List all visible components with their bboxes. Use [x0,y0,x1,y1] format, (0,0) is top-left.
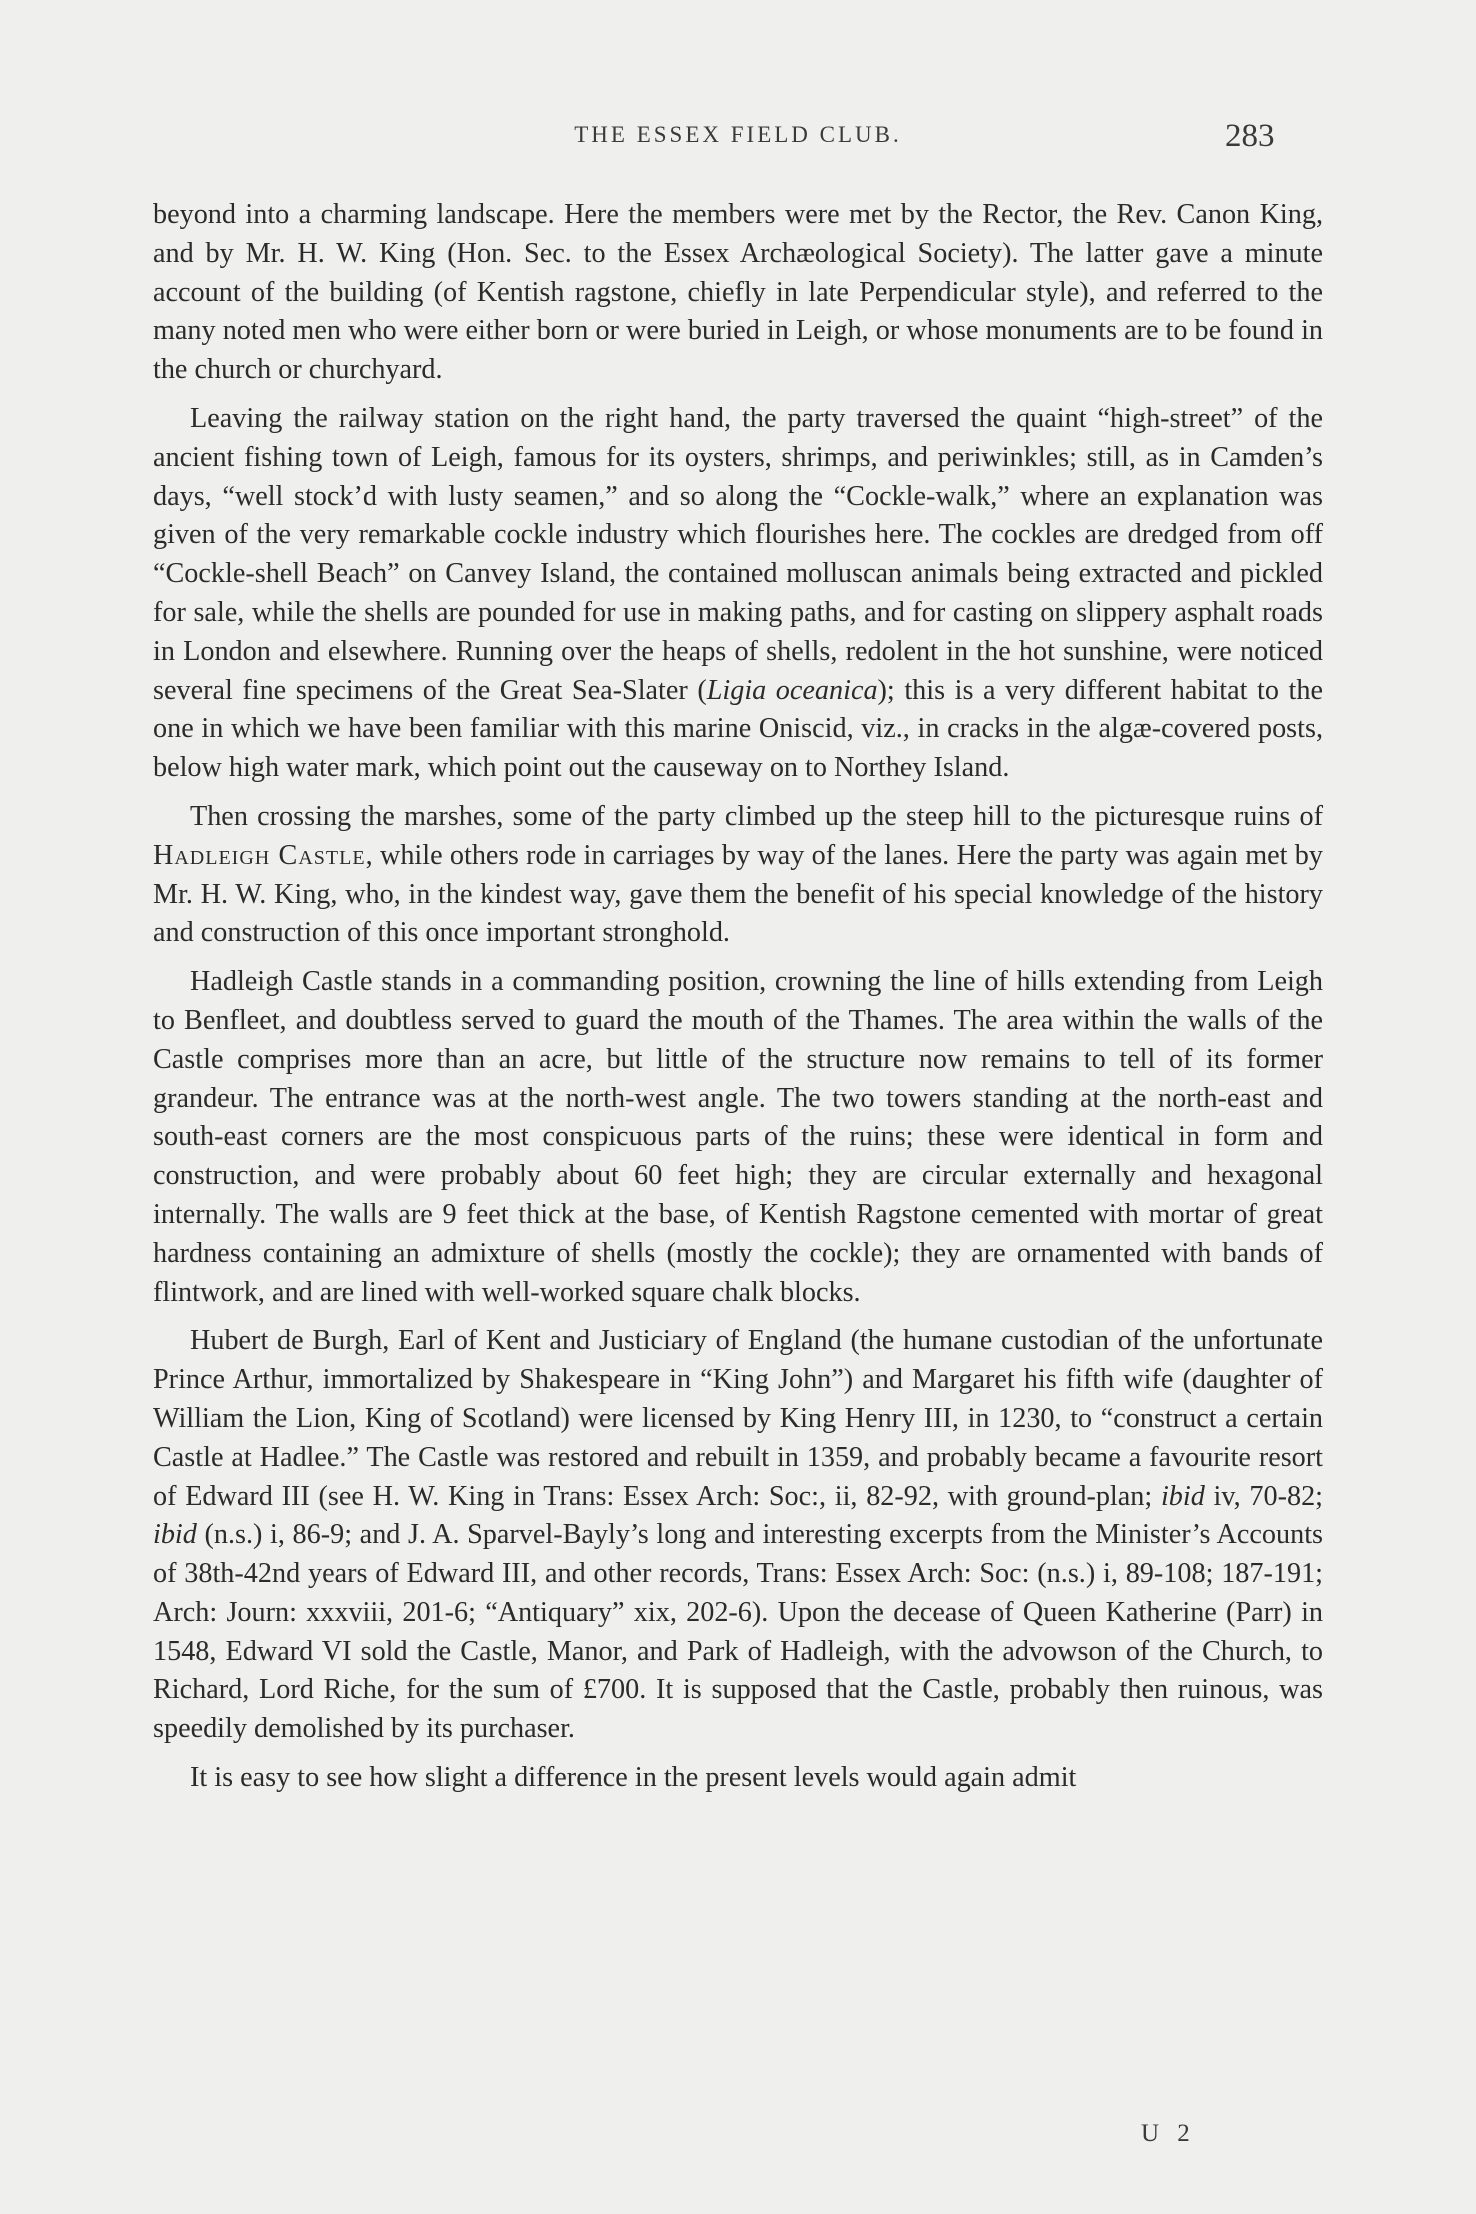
signature-mark: U 2 [1141,2120,1196,2147]
paragraph-2-text-b: ); this is a very different habitat to the one in which we have been familiar with this marine Oniscid, viz., in cracks in the algæ-covered posts, below high water mark, which point out the causeway on to Northey Island. [153,674,1323,784]
paragraph-3 [153,798,1323,953]
paragraph-5-text-a: Hubert de Burgh, Earl of Kent and Justiciary of England (the humane custodian of the unfortunate Prince Arthur, immortalized by Shakespeare in “King John”) and Margaret his fifth wife (daughter of William the Lion, King of Scotland) were licensed by King Henry III, in 1230, to “construct a certain Castle at Hadlee.” The Castle was restored and rebuilt in 1359, and probably became a favourite resort of Edward III (see H. W. King in Trans: Essex Arch: Soc:, ii, 82-92, with ground-plan; [153,1325,1323,1512]
paragraph-1-text: beyond into a charming landscape. Here the members were met by the Rector, the Rev. Canon King, and by Mr. H. W. King (Hon. Sec. to the Essex Archæological Society). The latter gave a minute account of the building (of Kentish ragstone, chiefly in late Perpendicular style), and referred to the many noted men who were either born or were buried in Leigh, or whose monuments are to be found in the church or churchyard. [153,199,1323,386]
paragraph-4-text: Hadleigh Castle stands in a commanding position, crowning the line of hills extending from Leigh to Benfleet, and doubtless served to guard the mouth of the Thames. The area within the walls of the Castle comprises more than an acre, but little of the structure now remains to tell of its former grandeur. The entrance was at the north-west angle. The two towers standing at the north-east and south-east corners are the most conspicuous parts of the ruins; these were identical in form and construction, and were probably about 60 feet high; they are circular externally and hexagonal internally. The walls are 9 feet thick at the base, of Kentish Ragstone cemented with mortar of great hardness containing an admixture of shells (mostly the cockle); they are ornamented with bands of flintwork, and are lined with well-worked square chalk blocks. [153,966,1323,1308]
place-name-smallcaps: Hadleigh Castle [153,839,366,871]
paragraph-6 [153,1759,1323,1798]
paragraph-4 [153,963,1323,1312]
paragraph-3-text-a: Then crossing the marshes, some of the party climbed up the steep hill to the picturesque ruins of [190,800,1323,832]
paragraph-5-text-b: iv, 70-82; [1204,1480,1323,1512]
paragraph-1 [153,196,1323,390]
paragraph-6-text: It is easy to see how slight a difference in the present levels would again admit [190,1762,1077,1794]
paragraph-5-text-c: (n.s.) i, 86-9; and J. A. Sparvel-Bayly’s long and interesting excerpts from the Minister’s Accounts of 38th-42nd years of Edward III, and other records, Trans: Essex Arch: Soc: (n.s.) i, 89-108; 187-191; Arch: Journ: xxxviii, 201-6; “Antiquary” xix, 202-6). Upon the decease of Queen Katherine (Parr) in 1548, Edward VI sold the Castle, Manor, and Park of Hadleigh, with the advowson of the Church, to Richard, Lord Riche, for the sum of £700. It is supposed that the Castle, probably then ruinous, was speedily demolished by its purchaser. [153,1519,1323,1745]
paragraph-2 [153,400,1323,788]
species-name: Ligia oceanica [706,674,878,706]
paragraph-5 [153,1322,1323,1749]
paragraph-2-text-a: Leaving the railway station on the right hand, the party traversed the quaint “high-street” of the ancient fishing town of Leigh, famous for its oysters, shrimps, and periwinkles; still, as in Camden’s days, “well stock’d with lusty seamen,” and so along the “Cockle-walk,” where an explanation was given of the very remarkable cockle industry which flourishes here. The cockles are dredged from off “Cockle-shell Beach” on Canvey Island, the contained molluscan animals being extracted and pickled for sale, while the shells are pounded for use in making paths, and for casting on slippery asphalt roads in London and elsewhere. Running over the heaps of shells, redolent in the hot sunshine, were noticed several fine specimens of the Great Sea-Slater ( [153,402,1323,706]
running-title: THE ESSEX FIELD CLUB. [574,122,902,147]
page-header [0,118,1476,158]
body-text [153,196,1323,1808]
paragraph-3-text-b: , while others rode in carriages by way of the lanes. Here the party was again met by Mr. H. W. King, who, in the kindest way, gave them the benefit of his special knowledge of the history and construction of this once important stronghold. [153,839,1323,949]
ibid-1: ibid [1160,1480,1205,1512]
page-number: 283 [1225,118,1275,154]
ibid-2: ibid [153,1519,197,1551]
